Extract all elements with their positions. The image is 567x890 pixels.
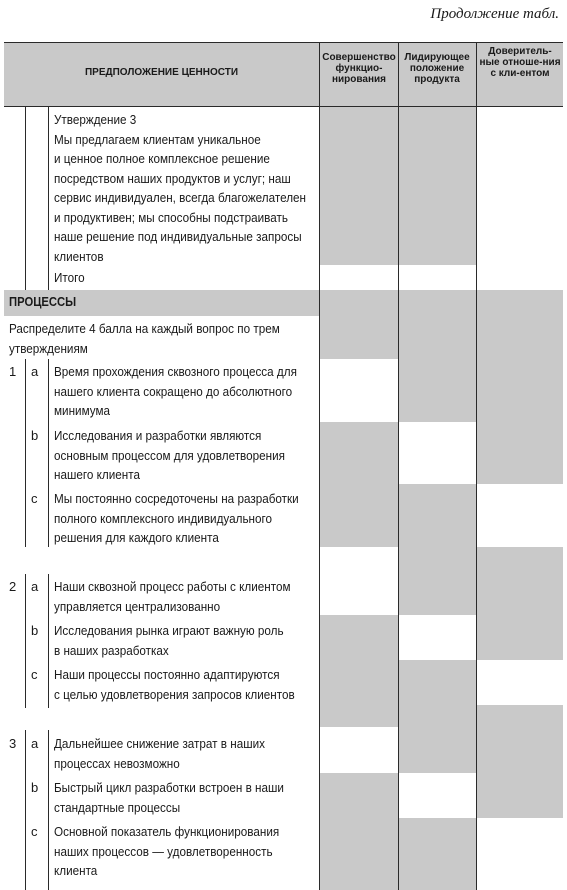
item-text: Наши процессы постоянно адаптируются с целью удовлетворения запросов клиентов: [54, 667, 295, 702]
item-text: Основной показатель функционирования наших процессов — удовлетворенность клиента: [54, 824, 280, 878]
item-text: Мы постоянно сосредоточены на разработки полного комплексного индивидуального решения для каждого клиента: [54, 491, 299, 545]
question-number: 1: [9, 364, 17, 379]
header-operational-excellence: Совершенство функцио-нирования: [322, 52, 396, 85]
item-letter: c: [31, 824, 38, 839]
item-letter: c: [31, 667, 38, 682]
item-text: Дальнейшее снижение затрат в наших процессах невозможно: [54, 736, 265, 771]
header-customer-intimacy: Доверитель-ные отноше-ния с кли-ентом: [479, 46, 561, 79]
question-number: 3: [9, 736, 17, 751]
header-bottom-border: [4, 106, 563, 107]
item-text: Время прохождения сквозного процесса для нашего клиента сокращено до абсолютного минимума: [54, 364, 297, 418]
item-text: Исследования и разработки являются основным процессом для удовлетворения нашего клиента: [54, 428, 285, 482]
item-text: Быстрый цикл разработки встроен в наши стандартные процессы: [54, 780, 284, 815]
table-top-border: [4, 42, 563, 43]
cell-grey: [398, 484, 476, 615]
section-title: ПРОЦЕССЫ: [9, 295, 77, 309]
cell-grey: [319, 316, 398, 359]
grid-line: [398, 42, 399, 890]
grid-line: [476, 42, 477, 890]
item-letter: b: [31, 623, 39, 638]
cell-grey: [319, 615, 398, 727]
grid-line: [25, 730, 26, 890]
statement3-text: Мы предлагаем клиентам уникальное и ценное полное комплексное решение посредством наших продуктов и услуг; наш сервис индивидуален, всегда благожелателен и продуктивен; мы способны подстраивать наше решение под индивидуальные запросы клиентов: [54, 131, 307, 264]
cell-grey: [398, 660, 476, 773]
header-product-leadership: Лидирующее положение продукта: [404, 52, 470, 85]
cell-grey: [476, 547, 563, 660]
cell-grey: [398, 818, 476, 890]
item-text: Исследования рынка играют важную роль в наших разработках: [54, 623, 284, 658]
cell-grey: [319, 422, 398, 547]
grid-line: [25, 574, 26, 708]
cell-grey: [476, 316, 563, 484]
item-letter: a: [31, 736, 39, 751]
item-text: Наши сквозной процесс работы с клиентом управляется централизованно: [54, 579, 291, 614]
item-letter: b: [31, 428, 39, 443]
cell-grey: [398, 107, 476, 265]
header-value-proposition: ПРЕДПОЛОЖЕНИЕ ЦЕННОСТИ: [84, 67, 239, 78]
instruction-text: Распределите 4 балла на каждый вопрос по трем утверждениям: [9, 321, 280, 356]
grid-line: [48, 574, 49, 708]
continuation-label: Продолжение табл.: [430, 6, 559, 22]
grid-line: [25, 107, 26, 290]
cell-grey: [4, 290, 563, 316]
cell-grey: [398, 316, 476, 422]
item-letter: b: [31, 780, 39, 795]
cell-grey: [319, 773, 398, 890]
grid-line: [25, 359, 26, 547]
item-letter: a: [31, 579, 39, 594]
cell-grey: [476, 705, 563, 818]
statement3-title: Утверждение 3: [54, 112, 137, 127]
cell-grey: [319, 107, 398, 265]
item-letter: c: [31, 491, 38, 506]
grid-line: [48, 107, 49, 290]
total-label: Итого: [54, 270, 85, 285]
grid-line: [48, 730, 49, 890]
grid-line: [319, 42, 320, 890]
question-number: 2: [9, 579, 17, 594]
item-letter: a: [31, 364, 39, 379]
grid-line: [48, 359, 49, 547]
